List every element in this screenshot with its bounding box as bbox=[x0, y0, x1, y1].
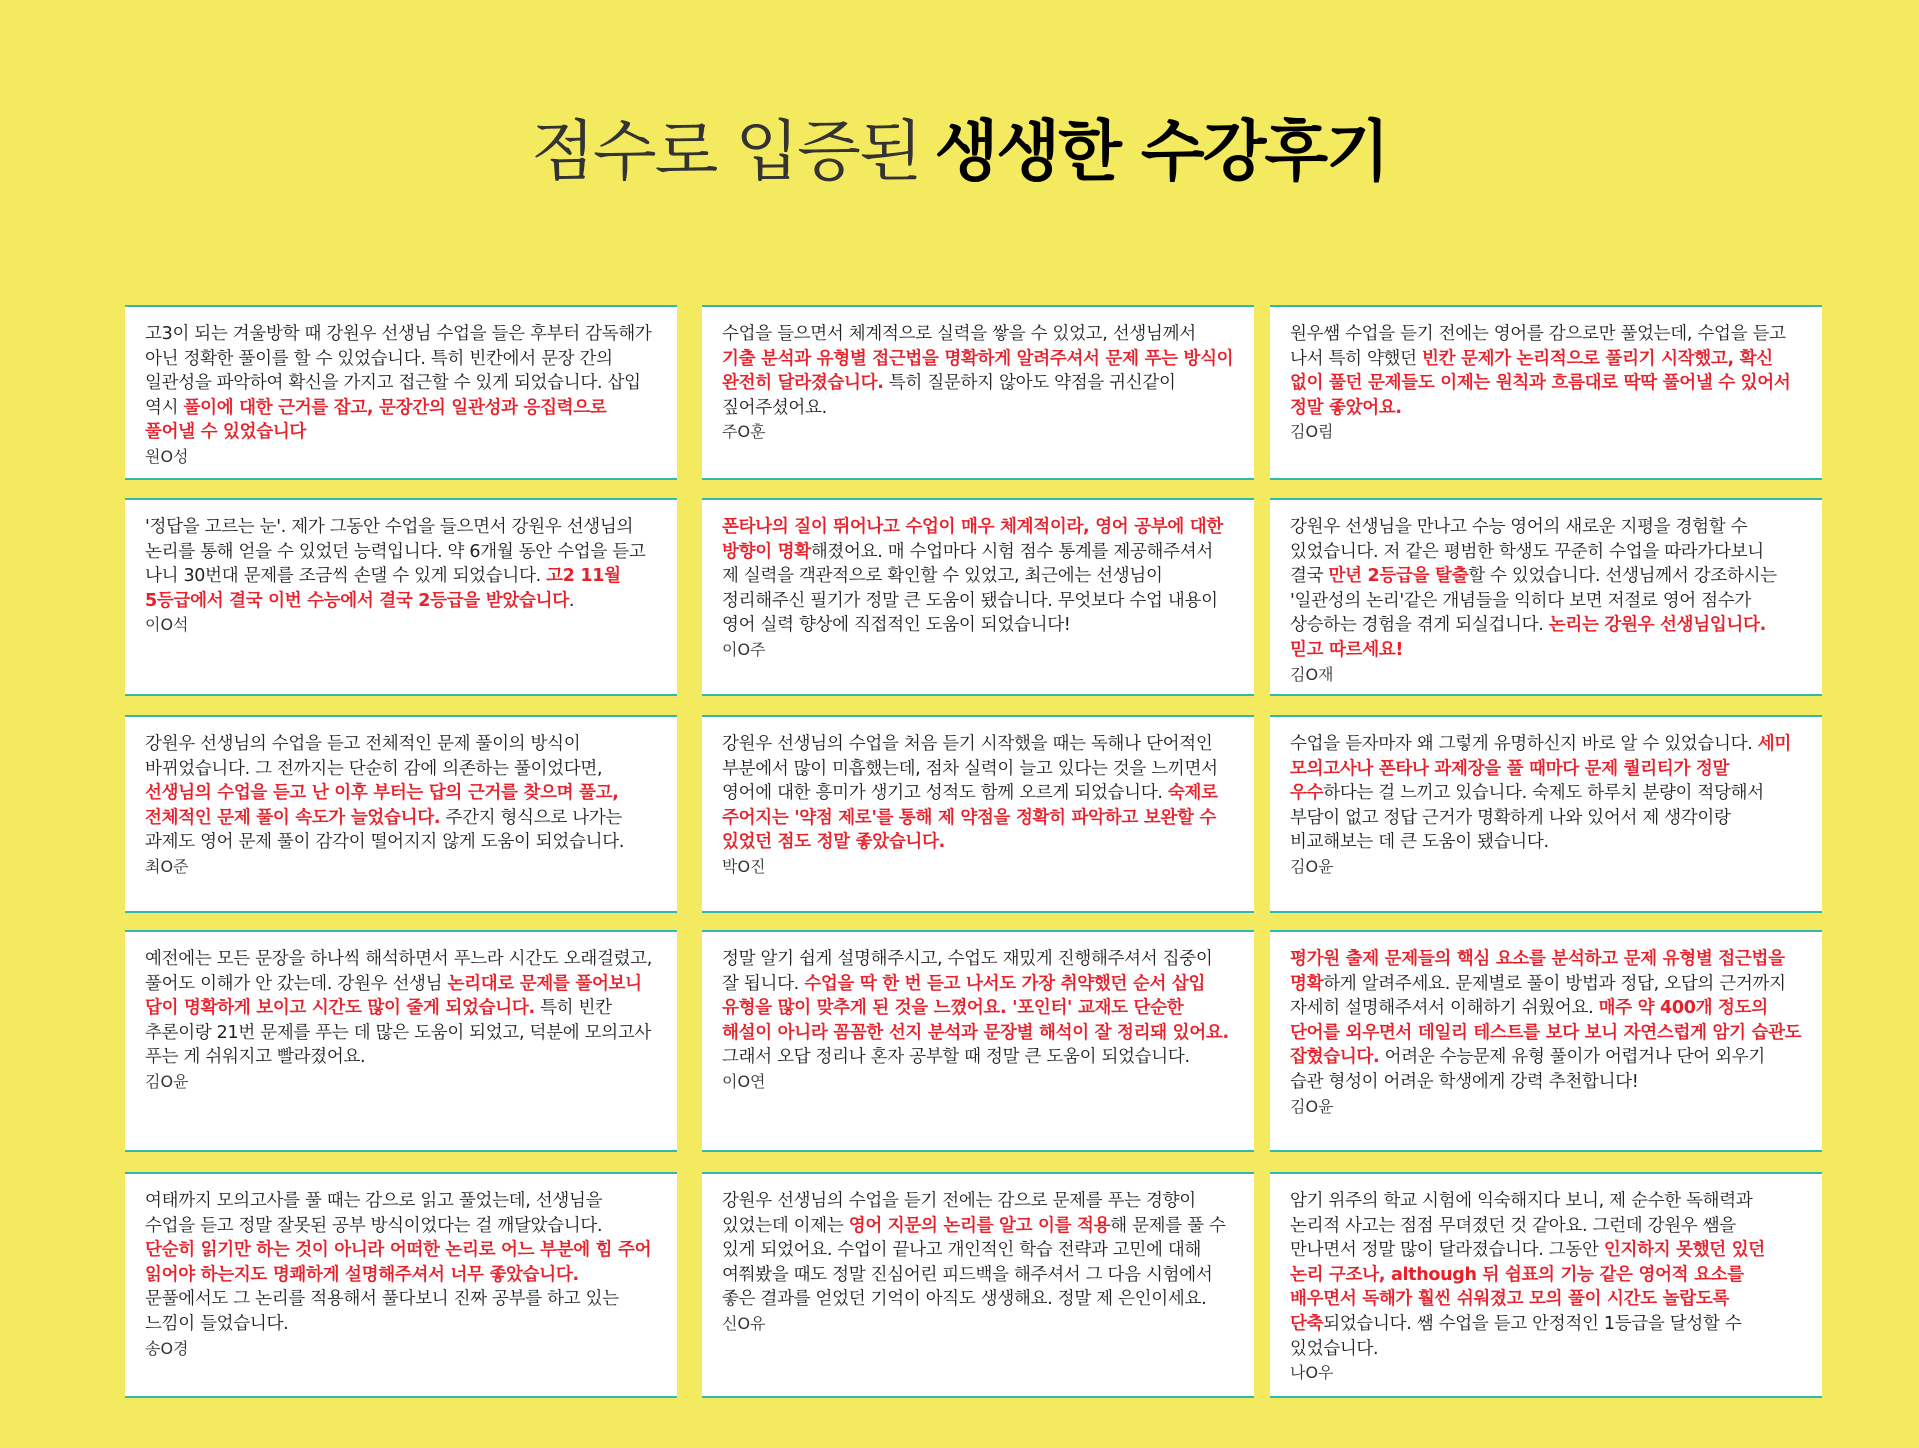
highlight-text: 평가원 출제 문제들의 핵심 요소를 분석하고 문제 유형별 접근법을 명확 bbox=[1290, 949, 1785, 994]
highlight-text: 기출 분석과 유형별 접근법을 명확하게 알려주셔서 문제 푸는 방식이 완전히 달라졌습니다. bbox=[722, 348, 1234, 394]
review-text bbox=[1290, 322, 1802, 420]
review-author: 송O경 bbox=[145, 1338, 189, 1358]
page-title-bold: 생생한 수강후기 bbox=[934, 113, 1388, 190]
review-card bbox=[702, 305, 1254, 480]
page-title-light: 점수로 입증된 bbox=[531, 113, 921, 190]
review-card bbox=[1270, 1172, 1822, 1398]
review-text-segment: 특히 질문하지 않아도 약점을 귀신같이 짚어주셨어요. bbox=[722, 373, 1176, 418]
review-author: 이O연 bbox=[722, 1071, 766, 1091]
review-text bbox=[722, 515, 1234, 638]
highlight-text: 만년 2등급을 탈출 bbox=[1328, 566, 1469, 587]
highlight-text: 영어 지문의 논리를 알고 이를 적용 bbox=[848, 1215, 1111, 1236]
review-author: 김O재 bbox=[1290, 664, 1334, 684]
highlight-text: 풀이에 대한 근거를 잡고, 문장간의 일관성과 응집력으로 풀어낼 수 있었습니다 bbox=[145, 397, 607, 443]
review-author: 신O유 bbox=[722, 1313, 766, 1333]
review-card bbox=[1270, 498, 1822, 696]
review-author: 김O윤 bbox=[145, 1071, 189, 1091]
review-text bbox=[722, 732, 1234, 855]
review-text bbox=[1290, 947, 1802, 1095]
review-text-segment: 강원우 선생님의 수업을 처음 듣기 시작했을 때는 독해나 단어적인 부분에서 많이 미흡했는데, 점차 실력이 늘고 있다는 것을 느끼면서 영어에 대한 흥미가 생기고 성적도 함께 오르게 되었습니다. bbox=[722, 734, 1218, 804]
review-text bbox=[145, 947, 657, 1070]
review-text-segment: 강원우 선생님의 수업을 듣기 전에는 감으로 문제를 푸는 경향이 있었는데 이제는 bbox=[722, 1191, 1196, 1236]
review-card bbox=[125, 930, 677, 1152]
review-card bbox=[1270, 930, 1822, 1152]
review-author: 이O주 bbox=[722, 639, 766, 659]
review-text-segment: 특히 빈칸 추론이랑 21번 문제를 푸는 데 많은 도움이 되었고, 덕분에 모의고사 푸는 게 쉬워지고 빨라졌어요. bbox=[145, 998, 652, 1068]
review-text-segment: 할 수 있었습니다. 선생님께서 강조하시는 '일관성의 논리'같은 개념들을 익히다 보면 저절로 영어 점수가 상승하는 경험을 겪게 되실겁니다. bbox=[1290, 566, 1777, 636]
review-text bbox=[145, 732, 657, 855]
review-text-segment: 강원우 선생님을 만나고 수능 영어의 새로운 지평을 경험할 수 있었습니다. 저 같은 평범한 학생도 꾸준히 수업을 따라가다보니 결국 bbox=[1290, 517, 1764, 587]
review-text-segment: 주간지 형식으로 나가는 과제도 영어 문제 풀이 감각이 떨어지지 않게 도움이 되었습니다. bbox=[145, 807, 625, 853]
review-text-segment: 그래서 오답 정리나 혼자 공부할 때 정말 큰 도움이 되었습니다. bbox=[722, 1047, 1190, 1068]
review-text bbox=[1290, 515, 1802, 663]
review-text bbox=[145, 322, 657, 445]
review-text-segment: 해 문제를 풀 수 있게 되었어요. 수업이 끝나고 개인적인 학습 전략과 고민에 대해 여쭤봤을 때도 정말 진심어린 피드백을 해주셔서 그 다음 시험에서 좋은 결과를 얻었던 기억이 아직도 생생해요. 정말 제 은인이세요. bbox=[722, 1215, 1226, 1310]
review-text bbox=[1290, 1189, 1802, 1361]
review-card bbox=[702, 715, 1254, 913]
review-text-segment: 암기 위주의 학교 시험에 익숙해지다 보니, 제 순수한 독해력과 논리적 사고는 점점 무뎌졌던 것 같아요. 그런데 강원우 쌤을 만나면서 정말 많이 달라졌습니다. 그동안 bbox=[1290, 1191, 1753, 1261]
review-card bbox=[1270, 715, 1822, 913]
review-text-segment: . bbox=[568, 590, 575, 611]
review-text-segment: 정말 알기 쉽게 설명해주시고, 수업도 재밌게 진행해주셔서 집중이 잘 됩니다. bbox=[722, 949, 1213, 994]
review-card bbox=[1270, 305, 1822, 480]
review-text-segment: 고3이 되는 겨울방학 때 강원우 선생님 수업을 들은 후부터 감독해가 아닌 정확한 풀이를 할 수 있었습니다. 특히 빈칸에서 문장 간의 일관성을 파악하여 확신을 가지고 접근할 수 있게 되었습니다. 삽입 역시 bbox=[145, 324, 652, 418]
highlight-text: 논리대로 문제를 풀어보니 답이 명확하게 보이고 시간도 많이 줄게 되었습니다. bbox=[145, 973, 642, 1019]
review-text-segment: 되었습니다. 쌤 수업을 듣고 안정적인 1등급을 달성할 수 있었습니다. bbox=[1290, 1313, 1742, 1359]
highlight-text: 폰타나의 질이 뛰어나고 수업이 매우 체계적이라, 영어 공부에 대한 방향이 명확 bbox=[722, 517, 1224, 562]
review-text-segment: 원우쌤 수업을 듣기 전에는 영어를 감으로만 풀었는데, 수업을 듣고 나서 특히 약했던 bbox=[1290, 324, 1786, 369]
review-text bbox=[722, 947, 1234, 1070]
highlight-text: 수업을 딱 한 번 듣고 나서도 가장 취약했던 순서 삽입 유형을 많이 맞추게 된 것을 느꼈어요. '포인터' 교재도 단순한 해설이 아니라 꼼꼼한 선지 분석과 문장별 해석이 잘 정리돼 있어요. bbox=[722, 973, 1229, 1043]
review-card bbox=[125, 715, 677, 913]
highlight-text: 숙제로 주어지는 '약점 제로'를 통해 제 약점을 정확히 파악하고 보완할 수 있었던 점도 정말 좋았습니다. bbox=[722, 783, 1218, 853]
review-author: 김O윤 bbox=[1290, 856, 1334, 876]
review-text-segment: 하게 알려주세요. 문제별로 풀이 방법과 정답, 오답의 근거까지 자세히 설명해주셔서 이해하기 쉬웠어요. bbox=[1290, 973, 1786, 1019]
review-card bbox=[702, 930, 1254, 1152]
page-title bbox=[0, 112, 1919, 192]
review-card bbox=[125, 305, 677, 480]
highlight-text: 논리는 강원우 선생님입니다. 믿고 따르세요! bbox=[1290, 615, 1766, 660]
review-author: 김O림 bbox=[1290, 422, 1334, 442]
review-card bbox=[702, 1172, 1254, 1398]
review-text bbox=[722, 322, 1234, 420]
review-text-segment: 강원우 선생님의 수업을 듣고 전체적인 문제 풀이의 방식이 바뀌었습니다. 그 전까지는 단순히 감에 의존하는 풀이었다면, bbox=[145, 734, 603, 779]
review-text bbox=[145, 1189, 657, 1337]
review-author: 박O진 bbox=[722, 856, 766, 876]
review-card bbox=[125, 498, 677, 696]
review-text-segment: 해졌어요. 매 수업마다 시험 점수 통계를 제공해주셔서 제 실력을 객관적으로 확인할 수 있었고, 최근에는 선생님이 정리해주신 필기가 정말 큰 도움이 됐습니다. 무엇보다 수업 내용이 영어 실력 향상에 직접적인 도움이 되었습니다! bbox=[722, 541, 1218, 636]
review-text-segment: 여태까지 모의고사를 풀 때는 감으로 읽고 풀었는데, 선생님을 수업을 듣고 정말 잘못된 공부 방식이었다는 걸 깨달았습니다. bbox=[145, 1191, 603, 1236]
highlight-text: 단순히 읽기만 하는 것이 아니라 어떠한 논리로 어느 부분에 힘 주어 읽어야 하는지도 명쾌하게 설명해주셔서 너무 좋았습니다. bbox=[145, 1240, 652, 1285]
review-card bbox=[125, 1172, 677, 1398]
highlight-text: 세미 모의고사나 폰타나 과제장을 풀 때마다 문제 퀄리티가 정말 우수 bbox=[1290, 734, 1791, 804]
review-text bbox=[1290, 732, 1802, 855]
review-text-segment: 예전에는 모든 문장을 하나씩 해석하면서 푸느라 시간도 오래걸렸고, 풀어도 이해가 안 갔는데. 강원우 선생님 bbox=[145, 949, 653, 994]
highlight-text: 인지하지 못했던 있던 논리 구조나, although 뒤 쉼표의 기능 같은 영어적 요소를 배우면서 독해가 훨씬 쉬워졌고 모의 풀이 시간도 놀랍도록 단축 bbox=[1290, 1240, 1765, 1334]
highlight-text: 고2 11월 5등급에서 결국 이번 수능에서 결국 2등급을 받았습니다 bbox=[145, 566, 621, 611]
review-text-segment: '정답을 고르는 눈'. 제가 그동안 수업을 들으면서 강원우 선생님의 논리를 통해 얻을 수 있었던 능력입니다. 약 6개월 동안 수업을 듣고 나니 30번대 문제를 조금씩 손댈 수 있게 되었습니다. bbox=[145, 517, 646, 587]
review-text-segment: 어려운 수능문제 유형 풀이가 어렵거나 단어 외우기 습관 형성이 어려운 학생에게 강력 추천합니다! bbox=[1290, 1047, 1765, 1092]
review-author: 원O성 bbox=[145, 446, 189, 466]
review-author: 주O훈 bbox=[722, 422, 766, 442]
review-author: 나O우 bbox=[1290, 1363, 1334, 1383]
review-card bbox=[702, 498, 1254, 696]
highlight-text: 매주 약 400개 정도의 단어를 외우면서 데일리 테스트를 보다 보니 자연스럽게 암기 습관도 잡혔습니다. bbox=[1290, 998, 1802, 1068]
review-author: 김O윤 bbox=[1290, 1096, 1334, 1116]
review-text-segment: 문풀에서도 그 논리를 적용해서 풀다보니 진짜 공부를 하고 있는 느낌이 들었습니다. bbox=[145, 1289, 619, 1334]
review-author: 최O준 bbox=[145, 856, 189, 876]
highlight-text: 선생님의 수업을 듣고 난 이후 부터는 답의 근거를 찾으며 풀고, 전체적인 문제 풀이 속도가 늘었습니다. bbox=[145, 783, 619, 828]
review-text bbox=[145, 515, 657, 613]
review-text-segment: 수업을 듣자마자 왜 그렇게 유명하신지 바로 알 수 있었습니다. bbox=[1290, 734, 1758, 754]
review-text-segment: 하다는 걸 느끼고 있습니다. 숙제도 하루치 분량이 적당해서 부담이 없고 정답 근거가 명확하게 나와 있어서 제 생각이랑 비교해보는 데 큰 도움이 됐습니다. bbox=[1290, 783, 1764, 853]
review-text bbox=[722, 1189, 1234, 1312]
highlight-text: 빈칸 문제가 논리적으로 풀리기 시작했고, 확신 없이 풀던 문제들도 이제는 원칙과 흐름대로 딱딱 풀어낼 수 있어서 정말 좋았어요. bbox=[1290, 348, 1791, 418]
review-author: 이O석 bbox=[145, 615, 189, 635]
review-text-segment: 수업을 들으면서 체계적으로 실력을 쌓을 수 있었고, 선생님께서 bbox=[722, 324, 1196, 344]
